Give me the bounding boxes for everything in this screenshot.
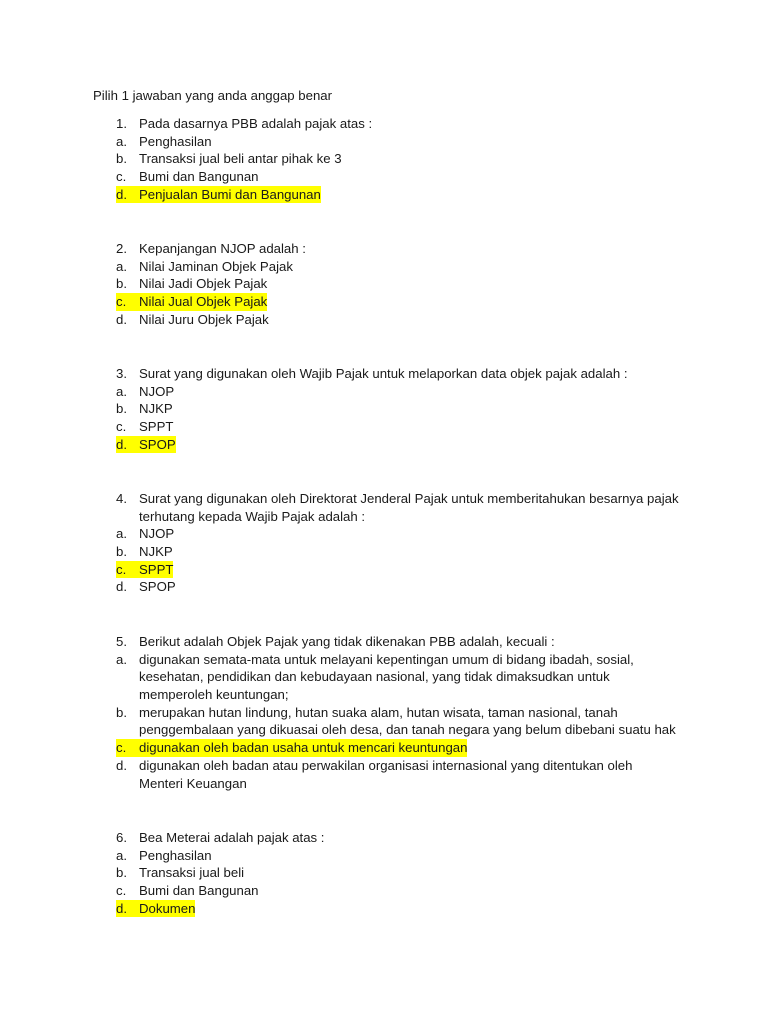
- question-text: Surat yang digunakan oleh Direktorat Jenderal Pajak untuk memberitahukan besarnya pajak: [139, 491, 679, 506]
- question-block: [0, 365, 768, 453]
- answer-option: [0, 668, 768, 686]
- question-number: 6.: [116, 830, 127, 845]
- question-block: [0, 240, 768, 328]
- option-text: Nilai Jual Objek Pajak: [139, 294, 268, 310]
- option-label: a.: [116, 651, 127, 667]
- option-label: a.: [116, 526, 127, 542]
- option-text: SPPT: [139, 419, 174, 435]
- answer-option: [0, 704, 768, 722]
- question-text: Kepanjangan NJOP adalah :: [139, 241, 306, 256]
- answer-option: [0, 578, 768, 596]
- question-block: [0, 490, 768, 596]
- answer-option-correct: [0, 561, 768, 579]
- option-text: Nilai Jaminan Objek Pajak: [139, 258, 293, 274]
- option-text: digunakan oleh badan usaha untuk mencari keuntungan: [139, 740, 468, 756]
- option-label: a.: [116, 258, 127, 274]
- option-label: b.: [116, 865, 127, 881]
- option-text: memperoleh keuntungan;: [139, 687, 289, 703]
- answer-option: [0, 882, 768, 900]
- option-text: Menteri Keuangan: [139, 775, 247, 791]
- answer-option: [0, 686, 768, 704]
- option-text: Dokumen: [139, 900, 196, 916]
- answer-option: [0, 311, 768, 329]
- question-block: [0, 115, 768, 203]
- answer-option: [0, 133, 768, 151]
- question-block: [0, 829, 768, 917]
- answer-option-correct: [0, 739, 768, 757]
- answer-option-correct: [0, 900, 768, 918]
- question-number: 4.: [116, 491, 127, 506]
- option-text: Bumi dan Bangunan: [139, 169, 259, 185]
- option-label: d.: [116, 579, 127, 595]
- option-text: merupakan hutan lindung, hutan suaka alam, hutan wisata, taman nasional, tanah: [139, 704, 618, 720]
- option-label: d.: [116, 757, 127, 773]
- option-label: c.: [116, 419, 127, 435]
- option-label: b.: [116, 544, 127, 560]
- answer-option: [0, 168, 768, 186]
- answer-option: [0, 275, 768, 293]
- answer-option: [0, 847, 768, 865]
- option-label: c.: [116, 883, 127, 899]
- question-block: [0, 633, 768, 792]
- option-label: c.: [116, 739, 141, 757]
- question-number: 2.: [116, 241, 127, 256]
- option-label: a.: [116, 847, 127, 863]
- answer-option-correct: [0, 436, 768, 454]
- question-line: [0, 365, 768, 383]
- option-label: b.: [116, 151, 127, 167]
- option-text: SPPT: [139, 561, 174, 577]
- question-text: Berikut adalah Objek Pajak yang tidak dikenakan PBB adalah, kecuali :: [139, 634, 555, 649]
- answer-option: [0, 525, 768, 543]
- question-line: [0, 240, 768, 258]
- option-label: d.: [116, 436, 142, 454]
- option-label: b.: [116, 704, 127, 720]
- option-text: Nilai Jadi Objek Pajak: [139, 276, 268, 292]
- question-text: Pada dasarnya PBB adalah pajak atas :: [139, 116, 373, 131]
- option-text: Transaksi jual beli: [139, 865, 245, 881]
- option-text: Nilai Juru Objek Pajak: [139, 311, 269, 327]
- question-text: Bea Meterai adalah pajak atas :: [139, 830, 325, 845]
- answer-option: [0, 400, 768, 418]
- option-label: d.: [116, 186, 142, 204]
- option-text: NJKP: [139, 544, 173, 560]
- question-number: 3.: [116, 366, 127, 381]
- option-label: d.: [116, 900, 142, 918]
- option-label: a.: [116, 133, 127, 149]
- option-label: c.: [116, 561, 141, 579]
- answer-option-correct: [0, 293, 768, 311]
- option-text: Transaksi jual beli antar pihak ke 3: [139, 151, 342, 167]
- instruction-text: Pilih 1 jawaban yang anda anggap benar: [93, 88, 333, 103]
- question-line: [0, 508, 768, 526]
- option-text: SPOP: [139, 436, 176, 452]
- question-line: [0, 490, 768, 508]
- option-label: c.: [116, 293, 141, 311]
- answer-option: [0, 775, 768, 793]
- option-label: a.: [116, 383, 127, 399]
- option-text: penggembalaan yang dikuasai oleh desa, dan tanah negara yang belum dibebani suatu hak: [139, 722, 676, 738]
- option-label: c.: [116, 169, 127, 185]
- answer-option: [0, 543, 768, 561]
- option-label: b.: [116, 401, 127, 417]
- answer-option: [0, 258, 768, 276]
- option-text: Penghasilan: [139, 133, 212, 149]
- option-text: Penghasilan: [139, 847, 212, 863]
- option-text: Penjualan Bumi dan Bangunan: [139, 186, 321, 202]
- option-text: kesehatan, pendidikan dan kebudayaan nasional, yang tidak dimaksudkan untuk: [139, 669, 610, 685]
- answer-option: [0, 757, 768, 775]
- option-text: NJOP: [139, 383, 175, 399]
- answer-option-correct: [0, 186, 768, 204]
- option-text: Bumi dan Bangunan: [139, 883, 259, 899]
- option-text: SPOP: [139, 579, 176, 595]
- question-line: [0, 829, 768, 847]
- option-text: NJKP: [139, 401, 173, 417]
- answer-option: [0, 418, 768, 436]
- question-line: [0, 115, 768, 133]
- question-text: Surat yang digunakan oleh Wajib Pajak untuk melaporkan data objek pajak adalah :: [139, 366, 628, 381]
- option-text: digunakan semata-mata untuk melayani kepentingan umum di bidang ibadah, sosial,: [139, 651, 634, 667]
- question-number: 1.: [116, 116, 127, 131]
- question-line: [0, 633, 768, 651]
- answer-option: [0, 383, 768, 401]
- option-text: NJOP: [139, 526, 175, 542]
- question-text: terhutang kepada Wajib Pajak adalah :: [139, 508, 366, 524]
- option-text: digunakan oleh badan atau perwakilan organisasi internasional yang ditentukan oleh: [139, 757, 633, 773]
- answer-option: [0, 651, 768, 669]
- question-number: 5.: [116, 634, 127, 649]
- answer-option: [0, 150, 768, 168]
- option-label: b.: [116, 276, 127, 292]
- answer-option: [0, 721, 768, 739]
- option-label: d.: [116, 311, 127, 327]
- answer-option: [0, 864, 768, 882]
